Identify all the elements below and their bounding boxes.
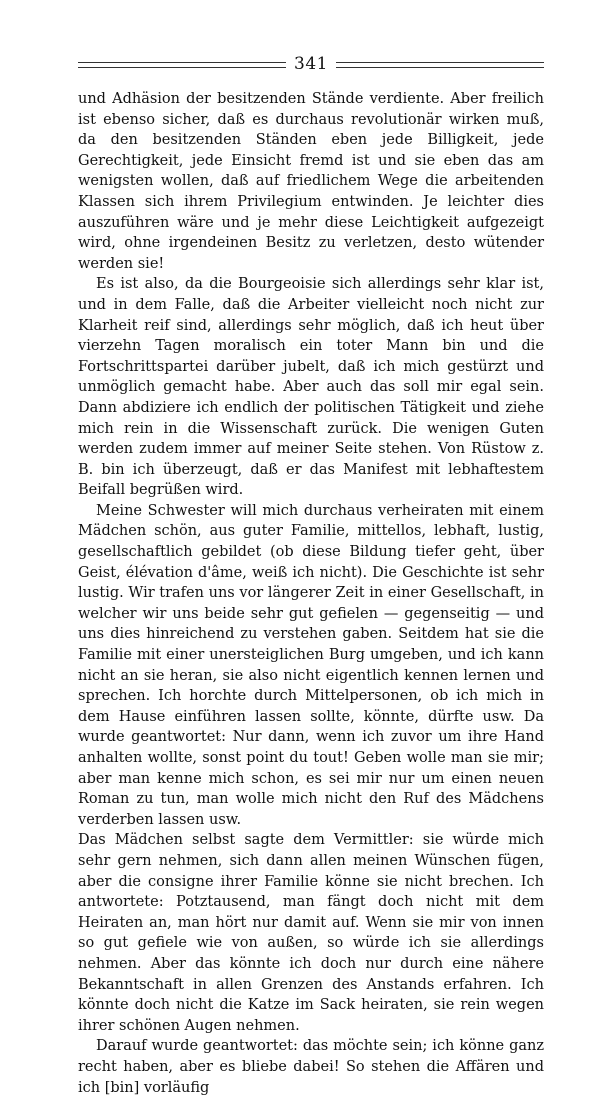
book-page	[78, 56, 544, 1098]
header-rule-left	[78, 62, 286, 68]
page-header	[78, 56, 544, 73]
header-rule-right	[336, 62, 544, 68]
body-text	[78, 89, 544, 1098]
paragraph-4: Das Mädchen selbst sagte dem Vermittler: sie würde mich sehr gern nehmen, sich dann allen meinen Wünschen fügen, aber die consigne ihrer Familie könne sie nicht brechen. Ich antwortete: Potztausend, man fängt doch nicht mit dem Heiraten an, man hört nur damit auf. Wenn sie mir von innen so gut gefiele wie von außen, so würde ich sie allerdings nehmen. Aber das könnte ich doch nur durch eine nähere Bekanntschaft in allen Grenzen des Anstands erfahren. Ich könnte doch nicht die Katze im Sack heiraten, sie rein wegen ihrer schönen Augen nehmen.	[78, 832, 544, 1034]
page-number: 341	[294, 54, 328, 74]
paragraph-1: und Adhäsion der besitzenden Stände verdiente. Aber freilich ist ebenso sicher, daß es durchaus revolutionär wirken muß, da den besitzenden Ständen eben jede Billigkeit, jede Gerechtigkeit, jede Einsicht fremd ist und sie eben das am wenigsten wollen, daß auf friedlichem Wege die arbeitenden Klassen sich ihrem Privilegium entwinden. Je leichter dies auszuführen wäre und je mehr diese Leichtigkeit aufgezeigt wird, ohne irgendeinen Besitz zu verletzen, desto wütender werden sie!	[78, 91, 544, 272]
paragraph-5: Darauf wurde geantwortet: das möchte sein; ich könne ganz recht haben, aber es bliebe dabei! So stehen die Affären und ich [bin] vorläufig	[78, 1038, 544, 1096]
paragraph-3: Meine Schwester will mich durchaus verheiraten mit einem Mädchen schön, aus guter Familie, mittellos, lebhaft, lustig, gesellschaftlich gebildet (ob diese Bildung tiefer geht, über Geist, élévation d'âme, weiß ich nicht). Die Geschichte ist sehr lustig. Wir trafen uns vor längerer Zeit in einer Gesellschaft, in welcher wir uns beide sehr gut gefielen — gegenseitig — und uns dies hinreichend zu verstehen gaben. Seitdem hat sie die Familie mit einer unersteiglichen Burg umgeben, und ich kann nicht an sie heran, sie also nicht eigentlich kennen lernen und sprechen. Ich horchte durch Mittelpersonen, ob ich mich in dem Hause einführen lassen sollte, könnte, dürfte usw. Da wurde geantwortet: Nur dann, wenn ich zuvor um ihre Hand anhalten wollte, sonst point du tout! Geben wolle man sie mir; aber man kenne mich schon, es sei mir nur um einen neuen Roman zu tun, man wolle mich nicht den Ruf des Mädchens verderben lassen usw.	[78, 502, 544, 828]
paragraph-2: Es ist also, da die Bourgeoisie sich allerdings sehr klar ist, und in dem Falle, daß die Arbeiter vielleicht noch nicht zur Klarheit reif sind, allerdings sehr möglich, daß ich heut über vierzehn Tagen moralisch ein toter Mann bin und die Fortschrittspartei darüber jubelt, daß ich mich gestürzt und unmöglich gemacht habe. Aber auch das soll mir egal sein. Dann abdiziere ich endlich der politischen Tätigkeit und ziehe mich rein in die Wissenschaft zurück. Die wenigen Guten werden zudem immer auf meiner Seite stehen. Von Rüstow z. B. bin ich überzeugt, daß er das Manifest mit lebhaftestem Beifall begrüßen wird.	[78, 276, 544, 499]
